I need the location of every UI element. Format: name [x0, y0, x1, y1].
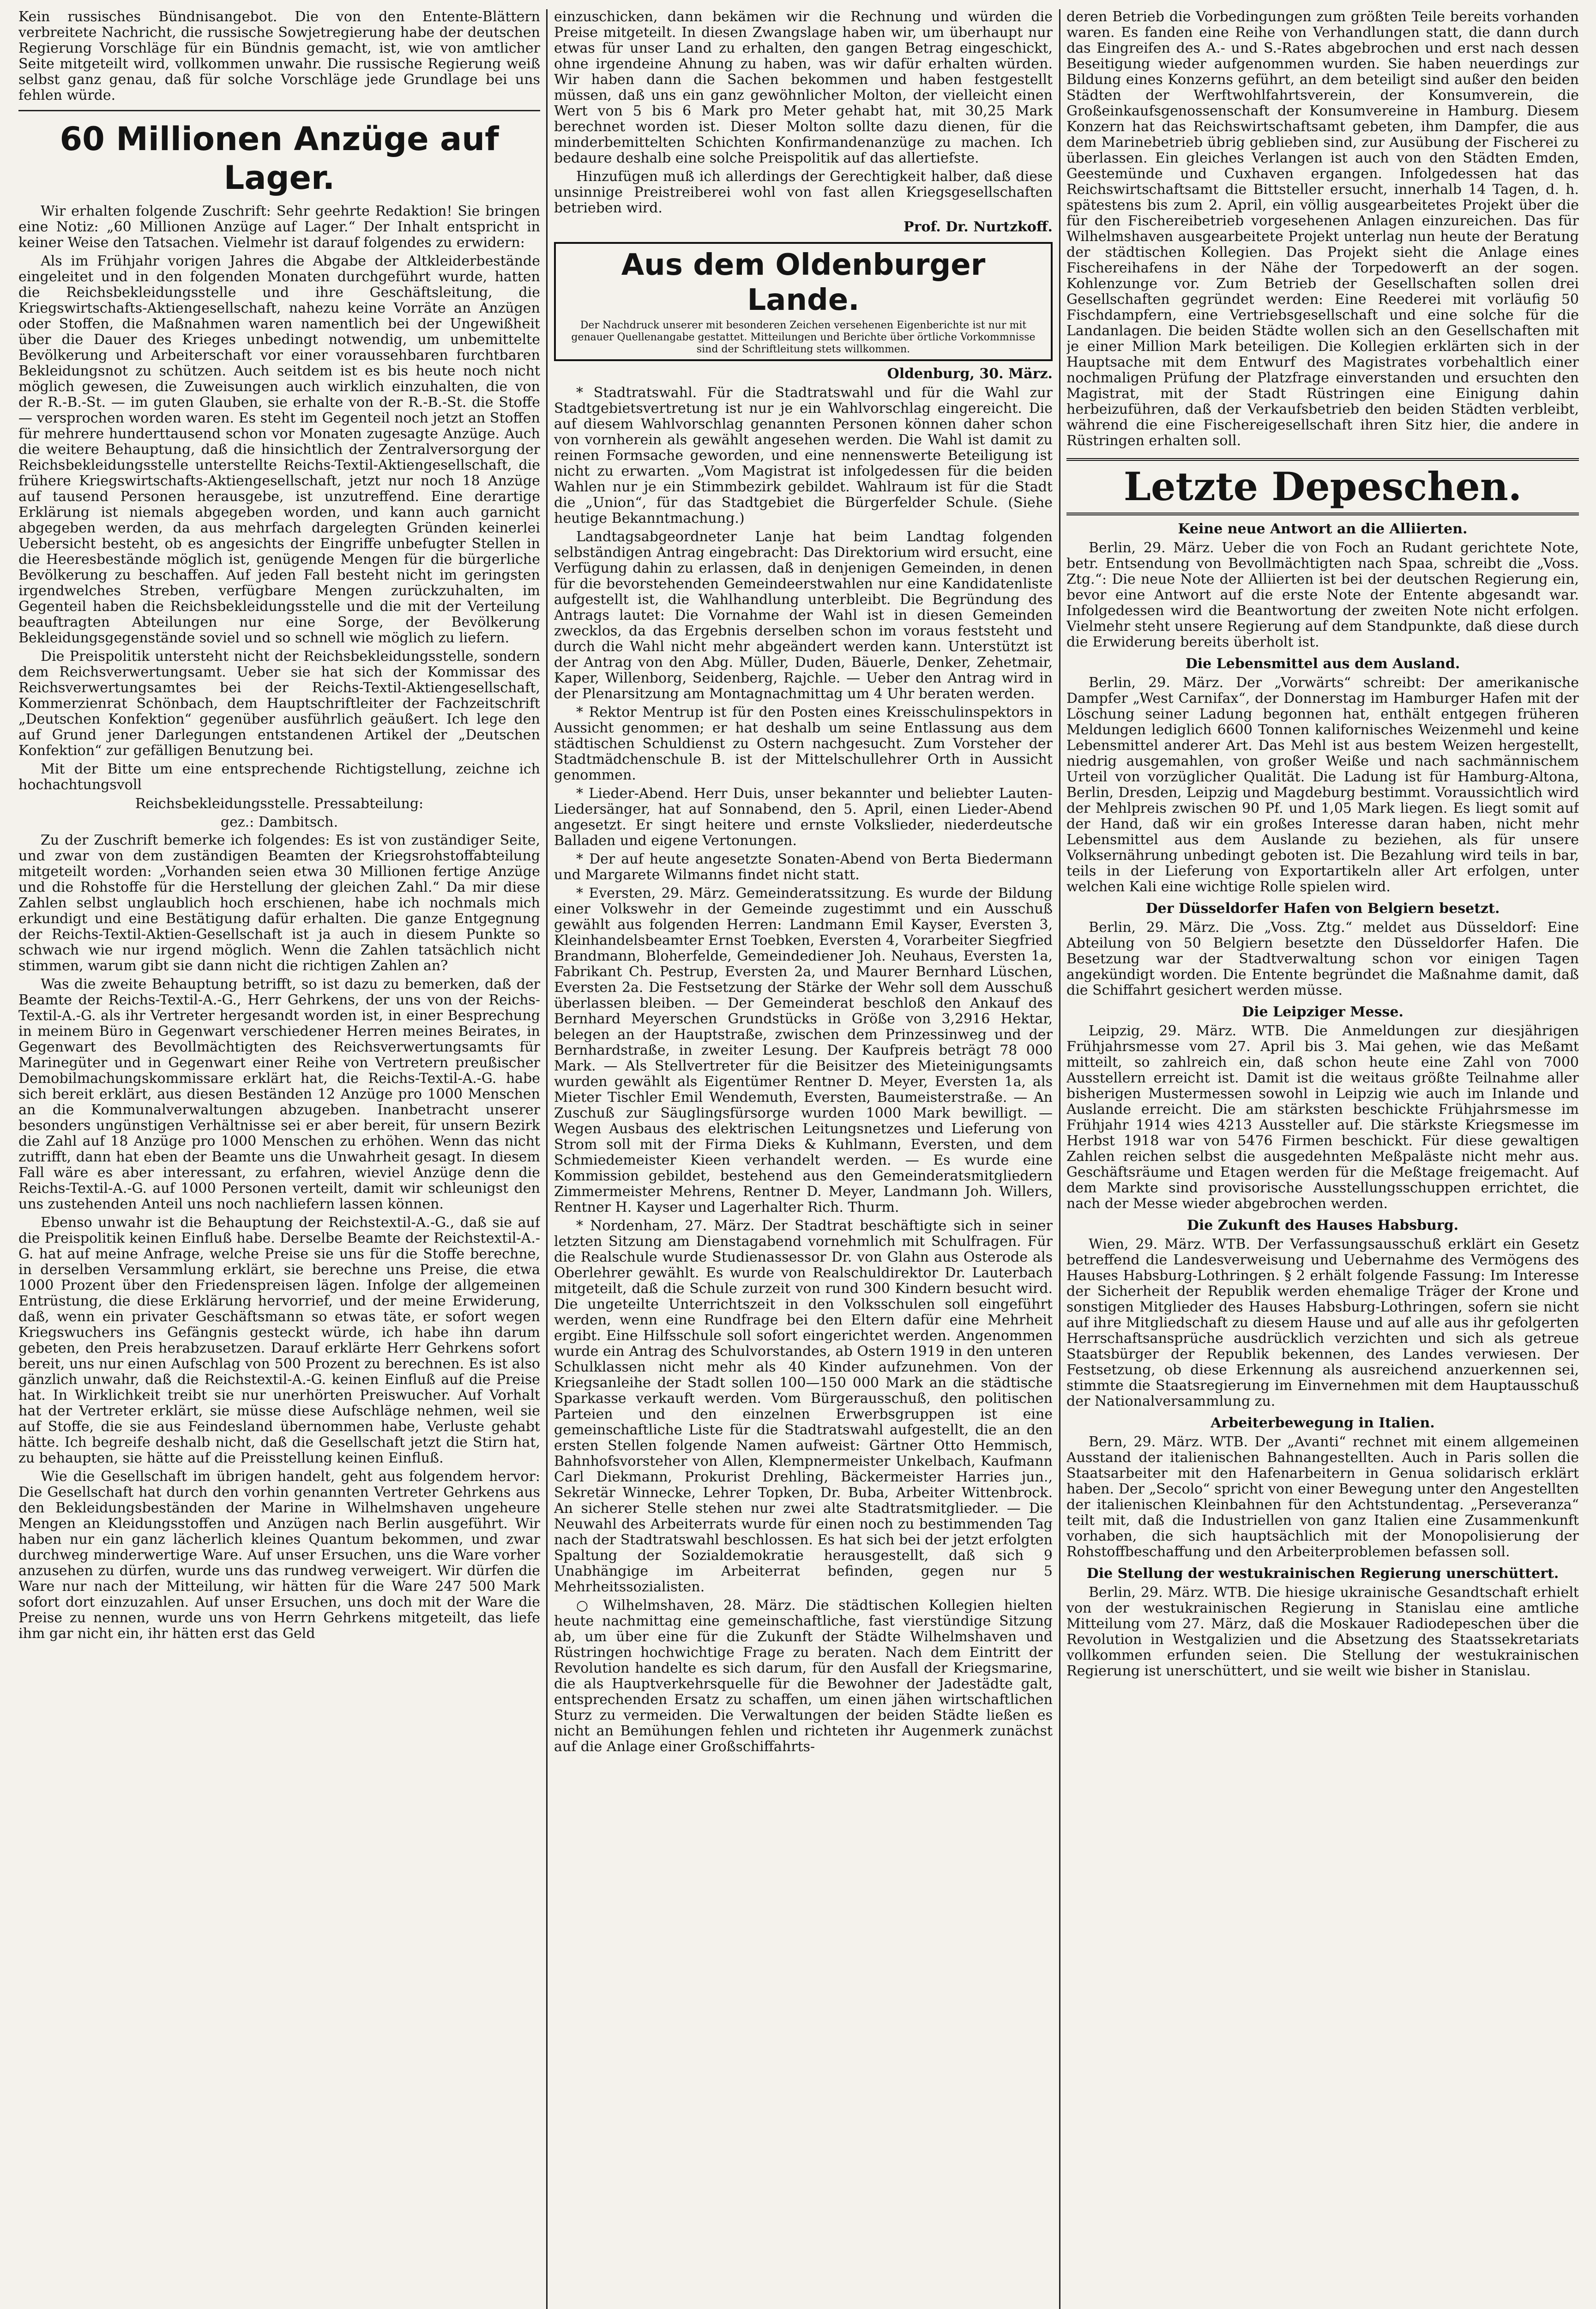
news-item: ○ Wilhelmshaven, 28. März. Die städtischen Kollegien hielten heute nachmittag eine gemeinschaftliche, fast vierstündige Sitzung ab, um über eine für die Zukunft der Städte Wilhelmshaven und Rüstringen hochwichtige Frage zu beraten. Nach dem Eintritt der Revolution handelte es sich darum, für den Ausfall der Kriegsmarine, die als Hauptverkehrsquelle für die Bewohner der Jadestädte galt, entsprechenden Ersatz zu schaffen, um einen jähen wirtschaftlichen Sturz zu vermeiden. Die Verwaltungen der beiden Städte ließen es nicht an Bemühungen fehlen und richteten ihr Augenmerk zunächst auf die Anlage einer Großschiffahrts- — [554, 1597, 1053, 1755]
dispatch-title: Keine neue Antwort an die Alliierten. — [1178, 521, 1468, 537]
dispatch-title: Die Zukunft des Hauses Habsburg. — [1186, 1217, 1459, 1233]
column-2 — [554, 9, 1053, 2309]
section-title-oldenburg: Aus dem Oldenburger Lande. — [621, 248, 986, 317]
dispatch-title: Die Stellung der westukrainischen Regierung unerschüttert. — [1086, 1566, 1559, 1582]
headline-anzuege: 60 Millionen Anzüge auf Lager. — [60, 120, 499, 197]
column-1 — [18, 9, 540, 2309]
dispatch-text: Leipzig, 29. März. WTB. Die Anmeldungen zur diesjährigen Frühjahrsmesse vom 27. April bis 3. Mai gehen, wie das Meßamt mitteilt, so zahlreich ein, daß schon heute eine Zahl von 7000 Ausstellern erreicht ist. Damit ist die weitaus größte Teilnahme aller bisherigen Mustermessen sowohl in Leipzig wie auch im Inlande und Auslande erreicht. Die am stärksten beschickte Frühjahrsmesse im Frühjahr 1914 wies 4213 Aussteller auf. Die stärkste Kriegsmesse im Herbst 1918 war von 5476 Firmen beschickt. Für diese gewaltigen Zahlen reichen selbst die ausgedehnten Meßpaläste nicht mehr aus. Geschäftsräume und Etagen werden für die Meßtage freigemacht. Auf dem Markte sind provisorische Ausstellungsschuppen errichtet, die nach der Messe wieder abgebrochen werden. — [1066, 1023, 1579, 1212]
signature-name: gez.: Dambitsch. — [220, 814, 338, 830]
paragraph: Als im Frühjahr vorigen Jahres die Abgabe der Altkleiderbestände eingeleitet und in den folgenden Monaten durchgeführt wurde, hatten die Reichsbekleidungsstelle und ihre Geschäftsleitung, die Kriegswirtschafts-Aktiengesellschaft, nahezu keine Vorräte an Anzügen oder Stoffen, die Maßnahmen waren namentlich bei der Ungewißheit über die Dauer des Krieges unbedingt notwendig, um unbemittelte Bevölkerung und Arbeiterschaft vor einer voraussehbaren furchtbaren Bekleidungsnot zu schützen. Auch seitdem ist es bis heute noch nicht möglich gewesen, die Zuweisungen auch wirklich einzuhalten, die von der R.-B.-St. — im guten Glauben, sie erhalte von der R.-B.-St. die Stoffe — versprochen worden waren. Es steht im Gegenteil noch jetzt an Stoffen für mehrere hunderttausend schon vor Monaten zugesagte Anzüge. Auch die weitere Behauptung, daß die hinsichtlich der Zentralversorgung der Reichsbekleidungsstelle unterstellte Reichs-Textil-Aktiengesellschaft, die frühere Kriegswirtschafts-Aktiengesellschaft, jetzt nur noch 18 Anzüge auf tausend Personen herausgebe, ist unzutreffend. Eine derartige Erklärung ist niemals abgegeben worden, und kann auch garnicht abgegeben werden, da aus mehrfach dargelegten Gründen keinerlei Uebersicht besteht, ob es angesichts der Eingriffe unbefugter Stellen in die Heeresbestände möglich ist, genügende Mengen für die bürgerliche Bevölkerung zu beschaffen. Auf jeden Fall besteht nicht im geringsten irgendwelches Streben, verfügbare Mengen zurückzuhalten, im Gegenteil haben die Reichsbekleidungsstelle und die mit der Verteilung beauftragten Abteilungen nur eine Sorge, der Bevölkerung Bekleidungsgegenstände soviel und so schnell wie möglich zu liefern. — [18, 253, 540, 646]
dispatch-text: Wien, 29. März. WTB. Der Verfassungsausschuß erklärt ein Gesetz betreffend die Landesverweisung und Uebernahme des Vermögens des Hauses Habsburg-Lothringen. § 2 erhält folgende Fassung: Im Interesse der Sicherheit der Republik werden ehemalige Träger der Krone und sonstigen Mitglieder des Hauses Habsburg-Lothringen, sofern sie nicht auf ihre Mitgliedschaft zu diesem Hause und auf alle aus ihr gefolgerten Herrschaftsansprüche ausdrücklich verzichten und sich als getreue Staatsbürger der Republik bekennen, des Landes verwiesen. Der Festsetzung, ob diese Erkennung als ausreichend anzuerkennen sei, stimmte die Staatsregierung im Einvernehmen mit dem Hauptausschuß der Nationalversammlung zu. — [1066, 1236, 1579, 1409]
reprint-note: Der Nachdruck unserer mit besonderen Zeichen versehenen Eigenberichte ist nur mit genauer Quellenangabe gestattet. Mitteilungen und Berichte über örtliche Vorkommnisse sind der Schriftleitung stets willkommen. — [571, 320, 1036, 355]
paragraph: Wir erhalten folgende Zuschrift: Sehr geehrte Redaktion! Sie bringen eine Notiz: „60 Millionen Anzüge auf Lager.“ Der Inhalt entspricht in keiner Weise den Tatsachen. Vielmehr ist darauf folgendes zu erwidern: — [18, 203, 540, 251]
section-title-depeschen: Letzte Depeschen. — [1066, 458, 1579, 515]
paragraph: Wie die Gesellschaft im übrigen handelt, geht aus folgendem hervor: Die Gesellschaft hat durch den vorhin genannten Vertreter Gehrkens aus den Bekleidungsbeständen der Marine in Wilhelmshaven ungeheure Mengen an Kleidungsstoffen und Anzügen nach Berlin ausgeführt. Wir haben nur ein ganz lächerlich kleines Quantum bekommen, und zwar durchweg minderwertige Ware. Auf unser Ersuchen, uns die Ware vorher anzusehen zu dürfen, wurde uns das rundweg verweigert. Wir dürfen die Ware nur nach der Mitteilung, wir hätten für die Ware 247 500 Mark sofort dort einzuzahlen. Auf unser Ersuchen, uns doch mit der Ware die Preise zu nennen, wurde uns von Herrn Gehrkens mitgeteilt, das liefe ihm gar nicht ein, ihr hätten erst das Geld — [18, 1469, 540, 1642]
news-item: * Nordenham, 27. März. Der Stadtrat beschäftigte sich in seiner letzten Sitzung am Dienstagabend vornehmlich mit Schulfragen. Für die Realschule wurde Studienassessor Dr. von Glahn aus Osterode als Oberlehrer gewählt. Es wurde von Realschuldirektor Dr. Lauterbach mitgeteilt, daß die Schule zurzeit von rund 300 Kindern besucht wird. Die ungeteilte Unterrichtszeit in den Volksschulen soll eingeführt werden, wenn eine Rundfrage bei den Eltern dafür eine Mehrheit ergibt. Eine Hilfsschule soll sofort eingerichtet werden. Angenommen wurde ein Antrag des Schulvorstandes, ab Ostern 1919 in den unteren Schulklassen nicht mehr als 40 Kinder aufzunehmen. Von der Kriegsanleihe der Stadt sollen 100—150 000 Mark an die städtische Sparkasse verkauft werden. Vom Bürgerausschuß, den politischen Parteien und den einzelnen Erwerbsgruppen ist eine gemeinschaftliche Liste für die Stadtratswahl aufgestellt, die an den ersten Stellen folgende Namen aufweist: Gärtner Otto Hemmisch, Bahnhofsvorsteher von Allen, Klempnermeister Unkelbach, Kaufmann Carl Diekmann, Prokurist Drehling, Bäckermeister Harries jun., Sekretär Winnecke, Lehrer Topken, Dr. Buba, Arbeiter Wittenbrock. An sicherer Stelle stehen nur zwei alte Stadtratsmitglieder. — Die Neuwahl des Arbeiterrats wurde für einen noch zu bestimmenden Tag nach der Stadtratswahl beschlossen. Es hat sich bei der jetzt erfolgten Spaltung der Sozialdemokratie herausgestellt, daß sich 9 Unabhängige im Arbeiterrat befinden, gegen nur 5 Mehrheitssozialisten. — [554, 1218, 1053, 1595]
section-header-box — [554, 242, 1053, 361]
paragraph: Zu der Zuschrift bemerke ich folgendes: Es ist von zuständiger Seite, und zwar von dem zuständigen Beamten der Kriegsrohstoffabteilung mitgeteilt worden: „Vorhanden seien etwa 30 Millionen fertige Anzüge und die Rohstoffe für die Herstellung der gleichen Zahl.“ Da mir diese Zahlen selbst unglaublich hoch erschienen, habe ich nochmals mich erkundigt und eine Bestätigung dafür erhalten. Die ganze Entgegnung der Reichs-Textil-Aktien-Gesellschaft ist ja auch in diesem Punkte so schwach wie nur irgend möglich. Wenn die Zahlen tatsächlich nicht stimmen, warum gibt sie dann nicht die richtigen Zahlen an? — [18, 832, 540, 974]
column-rule — [1059, 9, 1060, 2309]
signature: Prof. Dr. Nurtzkoff. — [903, 219, 1053, 235]
dateline: Oldenburg, 30. März. — [887, 366, 1053, 382]
paragraph: Die Preispolitik untersteht nicht der Reichsbekleidungsstelle, sondern dem Reichsverwertungsamt. Ueber sie hat sich der Kommissar des Reichsverwertungsamtes bei der Reichs-Textil-Aktiengesellschaft, Kommerzienrat Schönbach, dem Hauptschriftleiter der Fachzeitschrift „Deutschen Konfektion“ gegenüber ausführlich geäußert. Ich lege den auf Grund jener Darlegungen entstandenen Artikel der „Deutschen Konfektion“ zur gefälligen Benutzung bei. — [18, 648, 540, 759]
article-intro-russia: Kein russisches Bündnisangebot. Die von den Entente-Blättern verbreitete Nachricht, die russische Sowjetregierung habe der deutschen Regierung Vorschläge für ein Bündnis gemacht, ist, wie von amtlicher Seite mitgeteilt wird, vollkommen unwahr. Die russische Regierung weiß selbst ganz genau, daß für solche Vorschläge jede Grundlage bei uns fehlen würde. — [18, 9, 540, 103]
divider — [18, 110, 540, 111]
dispatch-title: Der Düsseldorfer Hafen von Belgiern besetzt. — [1145, 901, 1500, 917]
paragraph: deren Betrieb die Vorbedingungen zum größten Teile bereits vorhanden waren. Es fanden eine Reihe von Verhandlungen statt, die dann durch das Eingreifen des A.- und S.-Rates abgebrochen und erst nach dessen Beseitigung wieder aufgenommen wurden. Sie haben neuerdings zur Bildung eines Konzerns geführt, an dem beteiligt sind außer den beiden Städten der Werftwohlfahrtsverein, der Konsumverein, die Großeinkaufsgenossenschaft der Konsumvereine in Hamburg. Diesem Konzern hat das Reichswirtschaftsamt gebeten, ihm Dampfer, die aus dem Marinebetrieb übrig geblieben sind, zur Ausübung der Fischerei zu überlassen. Ein gleiches Verlangen ist auch von den Städten Emden, Geestemünde und Cuxhaven ergangen. Infolgedessen hat das Reichswirtschaftsamt die Bittsteller ersucht, innerhalb 14 Tagen, d. h. spätestens bis zum 2. April, ein völlig ausgearbeitetes Projekt über die für den Fischereibetrieb vorgesehenen Anlagen einzureichen. Das für Wilhelmshaven ausgearbeitete Projekt unterlag nun heute der Beratung der städtischen Kollegien. Das Projekt sieht die Anlage eines Fischereihafens in der Nähe der Torpedowerft an der sogen. Kohlenzunge vor. Zum Betrieb der Gesellschaften sollen drei Gesellschaften gegründet werden: Eine Reederei mit vorläufig 50 Fischdampfern, eine Vertriebsgesellschaft und eine solche für die Landanlagen. Die beiden Städte wollen sich an den Gesellschaften mit je einer Million Mark beteiligen. Die Kollegien erklärten sich in der Hauptsache mit dem Entwurf des Magistrates vorbehaltlich einer nochmaligen Prüfung der Platzfrage einverstanden und ersuchten den Magistrat, mit der Stadt Rüstringen eine Einigung dahin herbeizuführen, daß der Verkaufsbetrieb den beiden Städten verbleibt, während die eine Fischereigesellschaft ihren Sitz hier, die andere in Rüstringen erhalten soll. — [1066, 9, 1579, 449]
news-item: Landtagsabgeordneter Lanje hat beim Landtag folgenden selbständigen Antrag eingebracht: Das Direktorium wird ersucht, eine Verfügung dahin zu erlassen, daß in denjenigen Gemeinden, in denen für die bevorstehenden Gemeindeerstwahlen nur eine Kandidatenliste aufgestellt ist, die Wahlhandlung unterbleibt. Die Begründung des Antrags lautet: Die Vornahme der Wahl ist in diesen Gemeinden zwecklos, da das Ergebnis derselben schon im voraus feststeht und durch die Wahl nicht mehr abgeändert werden kann. Unterstützt ist der Antrag von den Abg. Müller, Duden, Bäuerle, Denker, Zehetmair, Kaper, Willenborg, Seidenberg, Rajchle. — Ueber den Antrag wird in der Plenarsitzung am Montagnachmittag um 4 Uhr beraten werden. — [554, 529, 1053, 702]
news-item: * Eversten, 29. März. Gemeinderatssitzung. Es wurde der Bildung einer Volkswehr in der Gemeinde zugestimmt und ein Ausschuß gewählt aus folgenden Herren: Landmann Emil Kayser, Eversten 3, Kleinhandelsbeamter Ernst Toebken, Eversten 4, Vorarbeiter Siegfried Brandmann, Bloherfelde, Gemeindediener Joh. Neuhaus, Eversten 1a, Fabrikant Ch. Pestrup, Eversten 2a, und Maurer Bernhard Lüschen, Eversten 2a. Die Festsetzung der Stärke der Wehr soll dem Ausschuß überlassen bleiben. — Der Gemeinderat beschloß den Ankauf des Bernhard Meyerschen Grundstücks in Größe von 3,2916 Hektar, belegen an der Hauptstraße, zwischen dem Prinzessinweg und der Bernhardstraße, in zweiter Lesung. Der Kaufpreis beträgt 78 000 Mark. — Als Stellvertreter für die Beisitzer des Mieteinigungsamts wurden gewählt als Eigentümer Rentner D. Meyer, Eversten 1a, als Mieter Tischler Emil Wendemuth, Eversten, Baumeisterstraße. — An Zuschuß zur Säuglingsfürsorge wurden 1000 Mark bewilligt. — Wegen Ausbaus des elektrischen Leitungsnetzes und Lieferung von Strom soll mit der Firma Dieks & Kuhlmann, Eversten, und dem Schmiedemeister Kieen verhandelt werden. — Es wurde eine Kommission gebildet, bestehend aus den Gemeinderatsmitgliedern Zimmermeister Mehrens, Rentner D. Meyer, Landmann Joh. Willers, Rentner H. Kayser und Lagerhalter Rich. Thurm. — [554, 885, 1053, 1215]
dispatch-text: Berlin, 29. März. Die „Voss. Ztg.“ meldet aus Düsseldorf: Eine Abteilung von 50 Belgiern besetzte den Düsseldorfer Hafen. Die Besetzung war der Stadtverwaltung schon vor einigen Tagen angekündigt worden. Die Entente begründet die Maßnahme damit, daß die Schiffahrt gesichert werden müsse. — [1066, 919, 1579, 998]
news-item: * Rektor Mentrup ist für den Posten eines Kreisschulinspektors in Aussicht genommen; er hat deshalb um seine Entlassung aus dem städtischen Schuldienst zu Ostern nachgesucht. Zum Vorsteher der Stadtmädchenschule B. ist der Mittelschullehrer Orth in Aussicht genommen. — [554, 704, 1053, 783]
paragraph: Hinzufügen muß ich allerdings der Gerechtigkeit halber, daß diese unsinnige Preistreiberei wohl von fast allen Kriegsgesellschaften betrieben wird. — [554, 169, 1053, 216]
dispatch-text: Berlin, 29. März. Ueber die von Foch an Rudant gerichtete Note, betr. Entsendung von Bevollmächtigten nach Spaa, schreibt die „Voss. Ztg.“: Die neue Note der Alliierten ist bei der deutschen Regierung ein, bevor eine Antwort auf die erste Note der Entente abgesandt war. Infolgedessen wird die Beantwortung der zweiten Note nicht erfolgen. Vielmehr steht unsere Regierung auf dem Standpunkte, daß diese durch die Erwiderung bereits überholt ist. — [1066, 540, 1579, 650]
paragraph: Ebenso unwahr ist die Behauptung der Reichstextil-A.-G., daß sie auf die Preispolitik keinen Einfluß habe. Derselbe Beamte der Reichstextil-A.-G. hat auf meine Anfrage, welche Preise sie uns für die Stoffe berechne, in derselben Versammlung erklärt, sie berechne uns Preise, die etwa 1000 Prozent über den Friedenspreisen lägen. Infolge der allgemeinen Entrüstung, die diese Erklärung hervorrief, und der meine Erwiderung, daß, wenn ein privater Geschäftsmann so etwas täte, er sofort wegen Kriegswuchers ins Gefängnis gesteckt würde, ich habe ihn darum gebeten, den Preis herabzusetzen. Darauf erklärte Herr Gehrkens sofort bereit, uns nur einen Aufschlag von 500 Prozent zu berechnen. Es ist also gänzlich unwahr, daß die Reichstextil-A.-G. keinen Einfluß auf die Preise hat. In Wirklichkeit treibt sie nur unerhörten Preiswucher. Auf Vorhalt hat der Vertreter erklärt, sie müsse diese Aufschläge nehmen, weil sie auf Stoffe, die sie aus Feindesland übernommen habe, Verluste gehabt hätte. Ich begreife deshalb nicht, daß die Gesellschaft jetzt die Stirn hat, zu behaupten, sie hätte auf die Preisstellung keinen Einfluß. — [18, 1215, 540, 1466]
dispatch-title: Die Lebensmittel aus dem Ausland. — [1185, 656, 1460, 672]
news-item: * Stadtratswahl. Für die Stadtratswahl und für die Wahl zur Stadtgebietsvertretung ist nur je ein Wahlvorschlag eingereicht. Die auf diesem Wahlvorschlag genannten Personen können daher schon von vornherein als gewählt angesehen werden. Die Wahl ist damit zu reinen Formsache geworden, und eine nennenswerte Beteiligung ist nicht zu erwarten. „Vom Magistrat ist infolgedessen für die beiden Wahlen nur je ein Stimmbezirk gebildet. Wahlraum ist für die Stadt die „Union“, für das Stadtgebiet die Bürgerfelder Schule. (Siehe heutige Bekanntmachung.) — [554, 385, 1053, 526]
paragraph: einzuschicken, dann bekämen wir die Rechnung und würden die Preise mitgeteilt. In diesen Zwangslage haben wir, um überhaupt nur etwas für unser Land zu erhalten, den gangen Betrag eingeschickt, ohne irgendeine Ahnung zu haben, was wir dafür erhalten würden. Wir haben dann die Sachen bekommen und haben festgestellt müssen, daß uns ein ganz gewöhnlicher Molton, der vielleicht einen Wert von 5 bis 6 Mark pro Meter gehabt hat, mit 30,25 Mark berechnet worden ist. Dieser Molton sollte dazu dienen, für die minderbemittelten Schichten Konfirmandenanzüge zu machen. Ich bedaure deshalb eine solche Preispolitik auf das allertiefste. — [554, 9, 1053, 166]
paragraph: Mit der Bitte um eine entsprechende Richtigstellung, zeichne ich hochachtungsvoll — [18, 761, 540, 793]
dispatch-title: Die Leipziger Messe. — [1242, 1004, 1403, 1020]
column-3 — [1066, 9, 1579, 2309]
fade-overlay — [18, 2303, 540, 2309]
paragraph: Was die zweite Behauptung betrifft, so ist dazu zu bemerken, daß der Beamte der Reichs-Textil-A.-G., Herr Gehrkens, der uns von der Reichs-Textil-A.-G. als ihr Vertreter hergesandt worden ist, in einer Besprechung in meinem Büro in Gegenwart verschiedener Herren meines Beirates, in Gegenwart des Bevollmächtigten des Reichsverwertungsamts für Marinegüter und in Gegenwart einer Reihe von Vertretern preußischer Demobilmachungskommissare erklärt hat, die Reichs-Textil-A.-G. habe sich bereit erklärt, aus diesen Beständen 12 Anzüge pro 1000 Menschen an die Kommunalverwaltungen abzugeben. Inanbetracht unserer besonders ungünstigen Verhältnisse sei er aber bereit, für unsern Bezirk die Zahl auf 18 Anzüge pro 1000 Menschen zu erhöhen. Wenn das nicht zutrifft, dann hat eben der Beamte uns die Unwahrheit gesagt. In diesem Fall wäre es aber interessant, zu erfahren, wieviel Anzüge denn die Reichs-Textil-A.-G. auf 1000 Personen verteilt, damit wir schleunigst den uns zustehenden Anteil uns noch nachliefern lassen können. — [18, 976, 540, 1212]
signature-org: Reichsbekleidungsstelle. Pressabteilung: — [135, 796, 424, 812]
news-item: * Der auf heute angesetzte Sonaten-Abend von Berta Biedermann und Margarete Wilmanns findet nicht statt. — [554, 851, 1053, 883]
news-item: * Lieder-Abend. Herr Duis, unser bekannter und beliebter Lauten-Liedersänger, hat auf Sonnabend, den 5. April, einen Lieder-Abend angesetzt. Er singt heitere und ernste Volkslieder, niederdeutsche Balladen und eigene Vertonungen. — [554, 786, 1053, 849]
column-rule — [546, 9, 548, 2309]
dispatch-text: Berlin, 29. März. Der „Vorwärts“ schreibt: Der amerikanische Dampfer „West Carnifax“, der Donnerstag im Hamburger Hafen mit der Löschung seiner Ladung begonnen hat, enthält entgegen früheren Meldungen lediglich 6600 Tonnen kalifornisches Weizenmehl und keine Lebensmittel anderer Art. Das Mehl ist aus bestem Weizen hergestellt, niedrig ausgemahlen, von großer Weiße und nach sachmännischem Urteil von vorzüglicher Qualität. Die Ladung ist für Hamburg-Altona, Berlin, Dresden, Leipzig und Magdeburg bestimmt. Voraussichtlich wird der Mehlpreis zwischen 90 Pf. und 1,05 Mark liegen. Es liegt somit auf der Hand, daß wir ein großes Interesse daran haben, nicht mehr Lebensmittel aus dem Auslande zu beziehen, als für unsere Volksernährung unbedingt geboten ist. Die Bezahlung wird teils in bar, teils in der Lieferung von Exportartikeln aller Art erfolgen, unter welchen Kali eine wichtige Rolle spielen wird. — [1066, 675, 1579, 895]
dispatch-text: Bern, 29. März. WTB. Der „Avanti“ rechnet mit einem allgemeinen Ausstand der italienischen Bahnangestellten. Auch in Paris sollen die Staatsarbeiter mit den Hafenarbeitern in Genua solidarisch erklärt haben. Der „Secolo“ spricht von einer Bewegung unter den Angestellten der italienischen Kleinbahnen für den Achtstundentag. „Perseveranza“ teilt mit, daß die Industriellen von ganz Italien eine Zusammenkunft vorhaben, die sich hauptsächlich mit der Monopolisierung der Rohstoffbeschaffung und den Arbeiterproblemen befassen soll. — [1066, 1434, 1579, 1560]
dispatch-title: Arbeiterbewegung in Italien. — [1211, 1415, 1435, 1431]
fade-overlay — [554, 2303, 1053, 2309]
dispatch-text: Berlin, 29. März. WTB. Die hiesige ukrainische Gesandtschaft erhielt von der westukrainischen Regierung in Stanislau eine amtliche Mitteilung vom 27. März, daß die Moskauer Radiodepeschen über die Revolution in Westgalizien und die Absetzung des Staatssekretariats vollkommen erfunden seien. Die Stellung der westukrainischen Regierung ist unerschüttert, und sie weilt wie bisher in Stanislau. — [1066, 1584, 1579, 1679]
fade-overlay — [1066, 2303, 1579, 2309]
